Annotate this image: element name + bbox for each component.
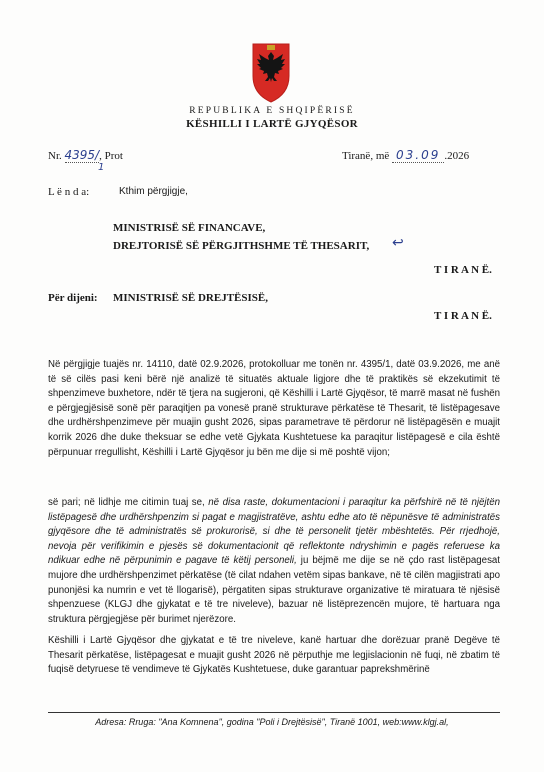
subject-value: Kthim përgjigje, (119, 186, 188, 197)
p2-lead: së pari; në lidhje me citimin tuaj se, (48, 497, 209, 508)
protocol-number (48, 148, 123, 163)
cc-value: MINISTRISË SË DREJTËSISË, (113, 292, 268, 304)
republic-heading: REPUBLIKA E SHQIPËRISË (189, 106, 355, 116)
p2-rest: ju bëjmë me dije se në çdo rast listëpagesat mujore dhe urdhërshpenzimet përkatëse (të cilat ndahen vetëm sipas bankave, në të cilën magjistrati apo punonjësi ka numrin e vet të llogarisë), përgatiten sipas strukturave organizative të miratuara të njësisë shpenzuese (KLGJ dhe gjykatat e të tre niveleve), bazuar në listëprezencën mujore, të hartuara nga struktura përgjegjëse për burimet njerëzore. (48, 555, 500, 625)
body-paragraph-2 (48, 496, 500, 627)
recipient-line-1: MINISTRISË SË FINANCAVE, (113, 222, 266, 234)
p2-quote: në disa raste, dokumentacioni i paraqitur ka përfshirë në të njëjtën listëpagesë dhe urdhërshpenzim si pagat e magjistratëve, ashtu edhe ato të nëpunësve të administratës gjyqësore dhe të administratës së prokurorisë, si dhe të personelit tjetër mbështetës. Për rrjedhojë, nevoja për verifikimin e pjesës së dokumentacionit që reflektonte ndryshimin e pagës referuese ka ndikuar edhe në përpunimin e pagave të këtij personeli, (48, 497, 500, 567)
body-paragraph-1: Në përgjigje tuajës nr. 14110, datë 02.9.2026, protokolluar me tonën nr. 4395/1, datë 03.9.2026, me anë të së cilës pasi keni bërë një analizë të situatës aktuale ligjore dhe të praktikës së ekzekutimit të shpenzimeve buxhetore, ndër të tjera na sugjeroni, që Këshilli i Lartë Gjyqësor, të marrë masat në fushën e përgjegjësisë sonë për paraqitjen pa vonesë pranë strukturave përkatëse të Thesarit, të listëpagesave dhe urdhërshpenzimeve për muajin gusht 2026, sipas parametrave të përdorur në listëpagësën e muajit korrik 2026 dhe duke theksuar se edhe vetë Gjykata Kushtetuese ka paraqitur listëpagesë e cila është përpunuar rregullisht, Këshilli i Lartë Gjyqësor ju bën me dije si më poshtë vijon; (48, 359, 500, 458)
albanian-emblem-icon (247, 42, 295, 104)
place-label: Tiranë, më (342, 150, 390, 162)
handwritten-mark: ↩ (392, 235, 404, 251)
prot-label: , Prot (99, 150, 123, 162)
year-label: .2026 (444, 150, 470, 162)
recipient-line-2: DREJTORISË SË PËRGJITHSHME TË THESARIT, (113, 240, 370, 252)
nr-handwritten: 4395/ (64, 148, 100, 162)
cc-label: Për dijeni: (48, 292, 98, 304)
subject-label: L ë n d a: (48, 186, 90, 198)
nr-sub-handwritten: 1 (98, 162, 105, 173)
city-2: T I R A N Ë. (434, 310, 492, 322)
date-handwritten: 03.09 (392, 148, 444, 163)
footer-divider (48, 712, 500, 713)
footer-address: Adresa: Rruga: "Ana Komnena", godina "Poli i Drejtësisë", Tiranë 1001, web:www.klgj.al, (95, 717, 449, 727)
city-1: T I R A N Ë. (434, 264, 492, 276)
nr-label: Nr. (48, 150, 62, 162)
body-paragraph-3: Këshilli i Lartë Gjyqësor dhe gjykatat e të tre niveleve, kanë hartuar dhe dorëzuar pranë Degëve të Thesarit përkatëse, listëpagesat e muajit gusht 2026 në përputhje me legjislacionin në fuqi, në zbatim të fuqisë detyruese të vendimeve të Gjykatës Kushtetuese, duke garantuar paprekshmërinë (48, 635, 500, 676)
place-date (342, 148, 469, 163)
council-heading: KËSHILLI I LARTË GJYQËSOR (186, 118, 358, 130)
